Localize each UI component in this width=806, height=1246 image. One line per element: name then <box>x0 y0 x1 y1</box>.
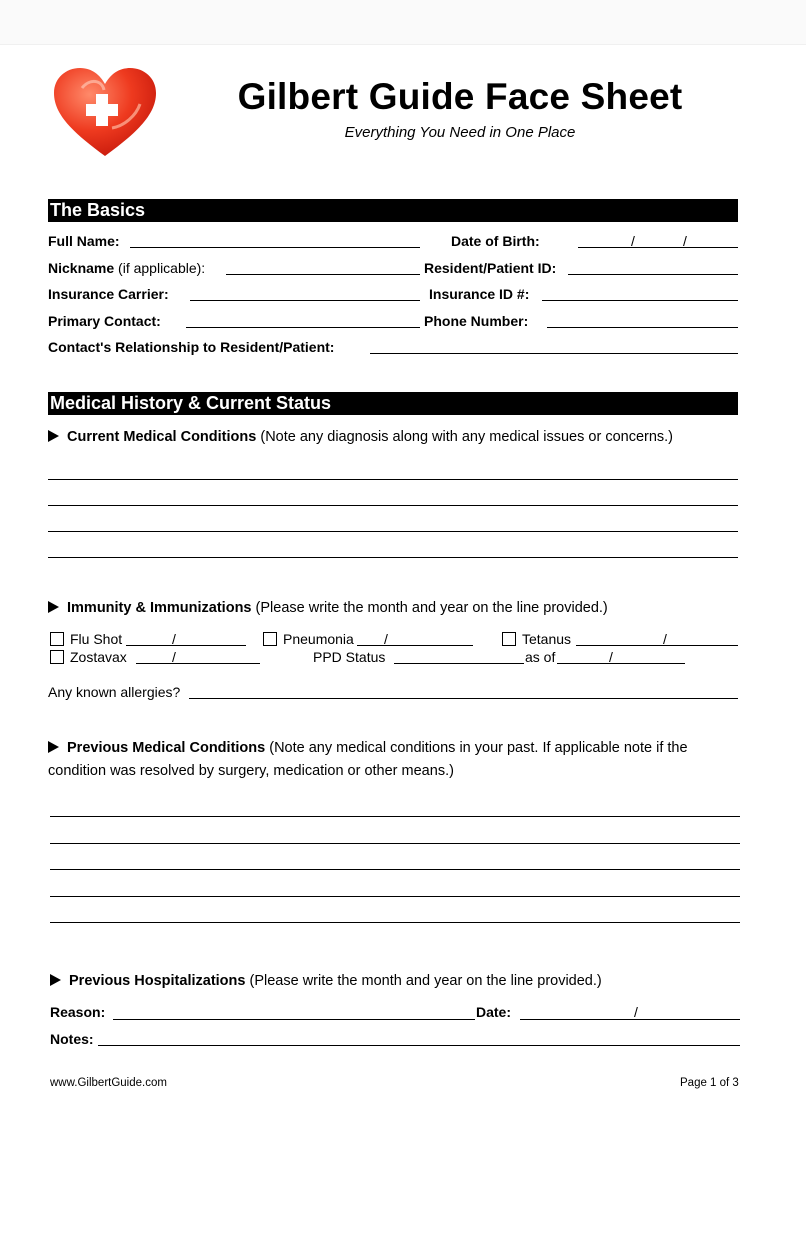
current-conditions-line[interactable] <box>48 531 738 532</box>
date-slash: / <box>172 649 176 665</box>
previous-conditions-line[interactable] <box>50 922 740 923</box>
footer-website: www.GilbertGuide.com <box>50 1077 167 1089</box>
previous-conditions-line[interactable] <box>50 843 740 844</box>
footer-page-number: Page 1 of 3 <box>680 1077 739 1089</box>
as-of-label: as of <box>525 649 556 665</box>
current-conditions-line[interactable] <box>48 505 738 506</box>
section-header-medical: Medical History & Current Status <box>48 392 738 415</box>
ppd-date-field[interactable] <box>557 663 685 664</box>
previous-conditions-line[interactable] <box>50 816 740 817</box>
flu-shot-checkbox[interactable] <box>50 632 64 646</box>
immunity-heading: Immunity & Immunizations (Please write the month and year on the line provided.) <box>48 600 608 616</box>
insurance-id-field[interactable] <box>542 300 738 301</box>
section-header-basics: The Basics <box>48 199 738 222</box>
resident-id-label: Resident/Patient ID: <box>424 260 557 276</box>
pneumonia-label: Pneumonia <box>283 631 354 647</box>
flu-shot-label: Flu Shot <box>70 631 123 647</box>
arrow-right-icon <box>48 741 59 753</box>
notes-field[interactable] <box>98 1045 740 1046</box>
full-name-label: Full Name: <box>48 233 120 249</box>
document-title: Gilbert Guide Face Sheet <box>237 76 683 117</box>
hospitalizations-heading: Previous Hospitalizations (Please write the month and year on the line provided.) <box>50 973 602 989</box>
date-slash: / <box>634 1004 638 1020</box>
notes-label: Notes: <box>50 1031 94 1047</box>
dob-slash: / <box>683 233 687 249</box>
allergies-label: Any known allergies? <box>48 684 181 700</box>
date-label: Date: <box>476 1004 512 1020</box>
resident-id-field[interactable] <box>568 274 738 275</box>
tetanus-date-field[interactable] <box>576 645 738 646</box>
tetanus-label: Tetanus <box>522 631 572 647</box>
date-slash: / <box>172 631 176 647</box>
dob-label: Date of Birth: <box>451 233 540 249</box>
dob-field[interactable] <box>578 247 738 248</box>
phone-number-label: Phone Number: <box>424 313 529 329</box>
pneumonia-checkbox[interactable] <box>263 632 277 646</box>
relationship-label: Contact's Relationship to Resident/Patient: <box>48 339 335 355</box>
phone-number-field[interactable] <box>547 327 738 328</box>
relationship-field[interactable] <box>370 353 738 354</box>
insurance-carrier-label: Insurance Carrier: <box>48 286 169 302</box>
nickname-label: Nickname (if applicable): <box>48 260 206 276</box>
previous-conditions-line[interactable] <box>50 869 740 870</box>
document-subtitle: Everything You Need in One Place <box>344 124 576 141</box>
reason-label: Reason: <box>50 1004 106 1020</box>
ppd-status-field[interactable] <box>394 663 524 664</box>
previous-conditions-heading: Previous Medical Conditions (Note any medical conditions in your past. If applicable note if the <box>48 740 688 756</box>
allergies-field[interactable] <box>189 698 738 699</box>
zostavax-label: Zostavax <box>70 649 127 665</box>
zostavax-checkbox[interactable] <box>50 650 64 664</box>
full-name-field[interactable] <box>130 247 420 248</box>
ppd-status-label: PPD Status <box>313 649 386 665</box>
date-slash: / <box>609 649 613 665</box>
previous-conditions-line[interactable] <box>50 896 740 897</box>
reason-field[interactable] <box>113 1019 475 1020</box>
current-conditions-line[interactable] <box>48 479 738 480</box>
insurance-id-label: Insurance ID #: <box>429 286 530 302</box>
current-conditions-line[interactable] <box>48 557 738 558</box>
heart-medical-cross-icon <box>52 66 158 158</box>
viewer-top-bar <box>0 0 806 45</box>
pneumonia-date-field[interactable] <box>357 645 473 646</box>
primary-contact-label: Primary Contact: <box>48 313 161 329</box>
arrow-right-icon <box>48 601 59 613</box>
dob-slash: / <box>631 233 635 249</box>
date-slash: / <box>663 631 667 647</box>
current-conditions-heading: Current Medical Conditions (Note any diagnosis along with any medical issues or concerns.) <box>48 429 673 445</box>
nickname-field[interactable] <box>226 274 420 275</box>
flu-shot-date-field[interactable] <box>126 645 246 646</box>
primary-contact-field[interactable] <box>186 327 420 328</box>
insurance-carrier-field[interactable] <box>190 300 420 301</box>
date-slash: / <box>384 631 388 647</box>
date-field[interactable] <box>520 1019 740 1020</box>
zostavax-date-field[interactable] <box>136 663 260 664</box>
previous-conditions-note: condition was resolved by surgery, medication or other means.) <box>48 763 454 779</box>
arrow-right-icon <box>48 430 59 442</box>
tetanus-checkbox[interactable] <box>502 632 516 646</box>
arrow-right-icon <box>50 974 61 986</box>
